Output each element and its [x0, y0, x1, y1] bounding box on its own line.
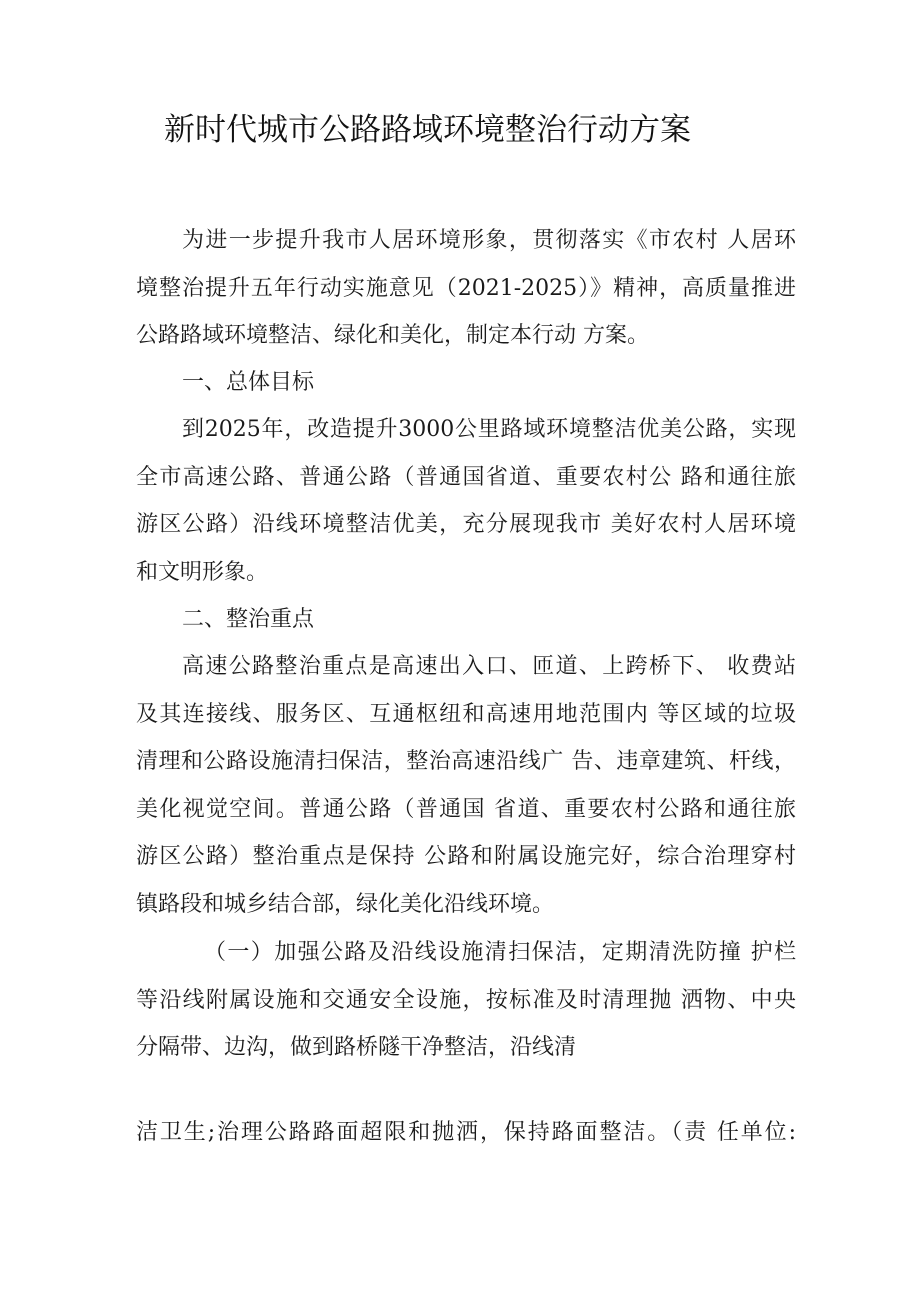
- text-line: 清理和公路设施清扫保洁，整治高速沿线广 告、违章建筑、杆线，: [136, 749, 796, 774]
- section-heading-overall-goal: [136, 359, 796, 407]
- text-line: 全市高速公路、普通公路（普通国省道、重要农村公 路和通往旅: [136, 464, 796, 490]
- text-line: （一）加强公路及沿线设施清扫保洁，定期清洗防撞 护栏: [204, 940, 796, 965]
- text-line: 和文明形象。: [136, 559, 269, 585]
- item-one-paragraph: [136, 929, 796, 1072]
- text-line: 等沿线附属设施和交通安全设施，按标准及时清理抛 洒物、中央: [136, 987, 796, 1013]
- text-line: 游区公路）整治重点是保持 公路和附属设施完好，综合治理穿村: [136, 844, 796, 869]
- goal-paragraph: [136, 406, 796, 596]
- text-line: 公路路域环境整洁、绿化和美化，制定本行动 方案。: [136, 323, 649, 348]
- text-line: 游区公路）沿线环境整洁优美，充分展现我市 美好农村人居环境: [136, 512, 796, 537]
- key-points-paragraph: [136, 643, 796, 928]
- text-line: 为进一步提升我市人居环境形象，贯彻落实《市农村 人居环: [182, 228, 796, 253]
- text-line: 分隔带、边沟，做到路桥隧干净整洁，沿线清: [136, 1035, 577, 1060]
- section-heading: 一、总体目标: [182, 370, 315, 395]
- intro-paragraph: [136, 217, 796, 360]
- text-line: 境整治提升五年行动实施意见（2021-2025）》精神，高质量推进: [136, 275, 796, 301]
- document-title: 新时代城市公路路域环境整治行动方案: [164, 112, 691, 148]
- text-line: 洁卫生;治理公路路面超限和抛洒，保持路面整洁。（责 任单位:: [136, 1120, 796, 1145]
- section-heading-key-points: [136, 596, 796, 644]
- continuation-paragraph: [136, 1109, 796, 1157]
- text-line: 高速公路整治重点是高速出入口、匝道、上跨桥下、 收费站: [182, 654, 796, 679]
- text-line: 到2025年，改造提升3000公里路域环境整洁优美公路，实现: [182, 417, 796, 442]
- text-line: 镇路段和城乡结合部，绿化美化沿线环境。: [136, 891, 555, 917]
- text-line: 美化视觉空间。普通公路（普通国 省道、重要农村公路和通往旅: [136, 796, 796, 822]
- section-heading: 二、整治重点: [182, 607, 315, 632]
- text-line: 及其连接线、服务区、互通枢纽和高速用地范围内 等区域的垃圾: [136, 701, 796, 727]
